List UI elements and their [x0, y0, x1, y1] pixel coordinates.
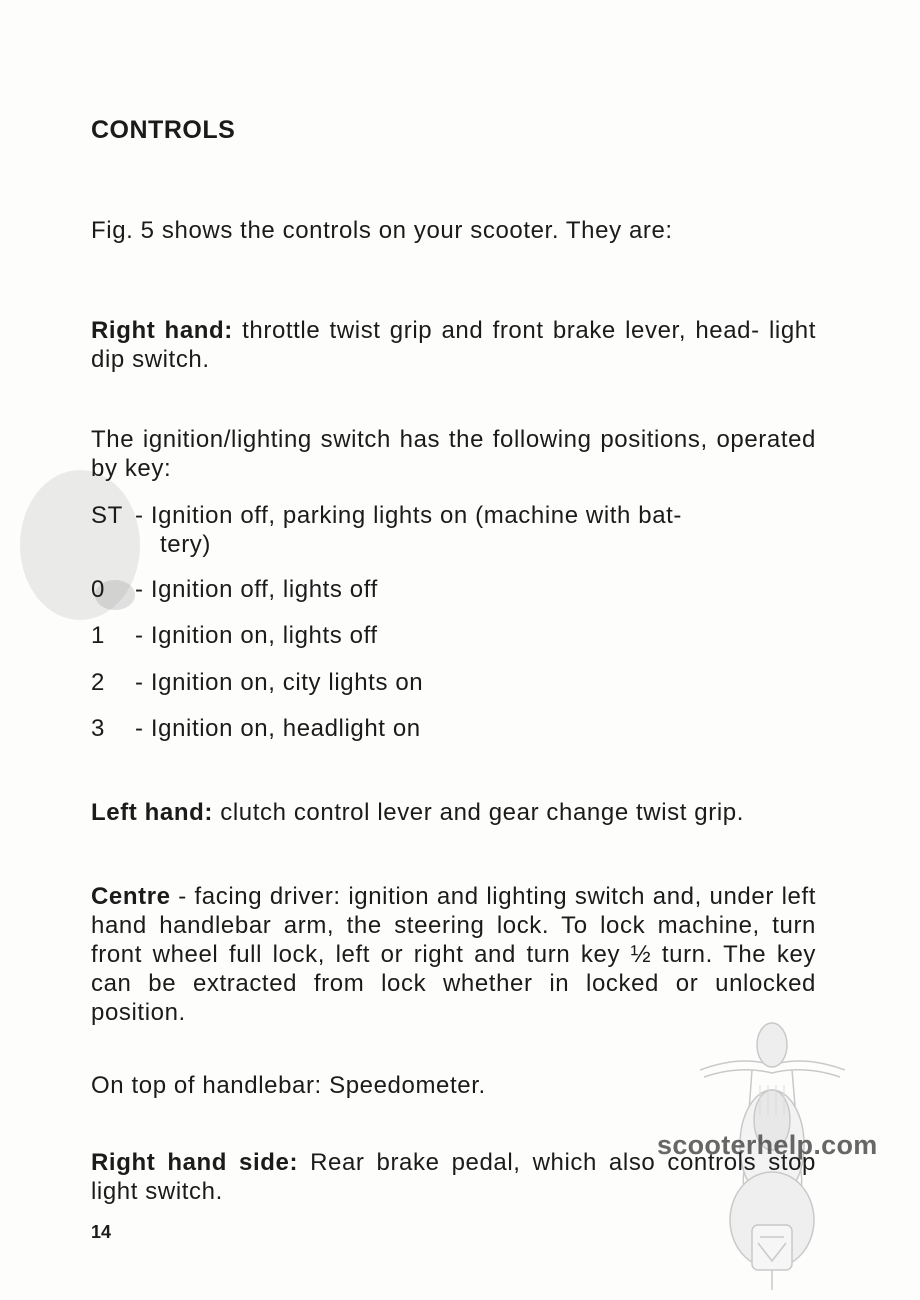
- position-text: - Ignition off, lights off: [135, 576, 378, 603]
- right-side-label: Right hand side:: [91, 1149, 299, 1176]
- right-hand-paragraph: [91, 316, 816, 374]
- left-hand-paragraph: [91, 798, 816, 827]
- page-title: CONTROLS: [91, 116, 236, 144]
- position-code: 2: [91, 669, 105, 696]
- watermark: scooterhelp.com: [657, 1130, 878, 1160]
- handlebar-paragraph: On top of handlebar: Speedometer.: [91, 1072, 486, 1099]
- position-text: - Ignition on, city lights on: [135, 669, 424, 696]
- ignition-intro: The ignition/lighting switch has the following positions, operated by key:: [91, 426, 816, 482]
- left-hand-label: Left hand:: [91, 799, 213, 826]
- right-hand-text: throttle twist grip and front brake lever, head- light dip switch.: [91, 317, 816, 373]
- position-code: ST: [91, 502, 123, 529]
- position-text: - Ignition on, headlight on: [135, 715, 421, 742]
- position-code: 3: [91, 715, 105, 742]
- position-text: - Ignition off, parking lights on (machine with bat-: [135, 502, 683, 529]
- right-side-paragraph: [91, 1148, 816, 1206]
- right-side-text: Rear brake pedal, which also controls stop light switch.: [91, 1149, 816, 1205]
- position-code: 1: [91, 622, 105, 649]
- position-code: 0: [91, 576, 105, 603]
- position-text-continued: tery): [160, 531, 211, 558]
- centre-label: Centre: [91, 883, 171, 910]
- centre-text: - facing driver: ignition and lighting switch and, under left hand handlebar arm, the steering lock. To lock machine, turn front wheel full lock, left or right and turn key ½ turn. The key can be extracted from lock whether in locked or unlocked position.: [91, 883, 816, 1026]
- right-hand-label: Right hand:: [91, 317, 233, 344]
- position-text: - Ignition on, lights off: [135, 622, 378, 649]
- left-hand-text: clutch control lever and gear change twist grip.: [220, 799, 744, 826]
- centre-paragraph: [91, 882, 816, 1027]
- intro-paragraph: Fig. 5 shows the controls on your scooter. They are:: [91, 217, 673, 244]
- page-number: 14: [91, 1222, 112, 1242]
